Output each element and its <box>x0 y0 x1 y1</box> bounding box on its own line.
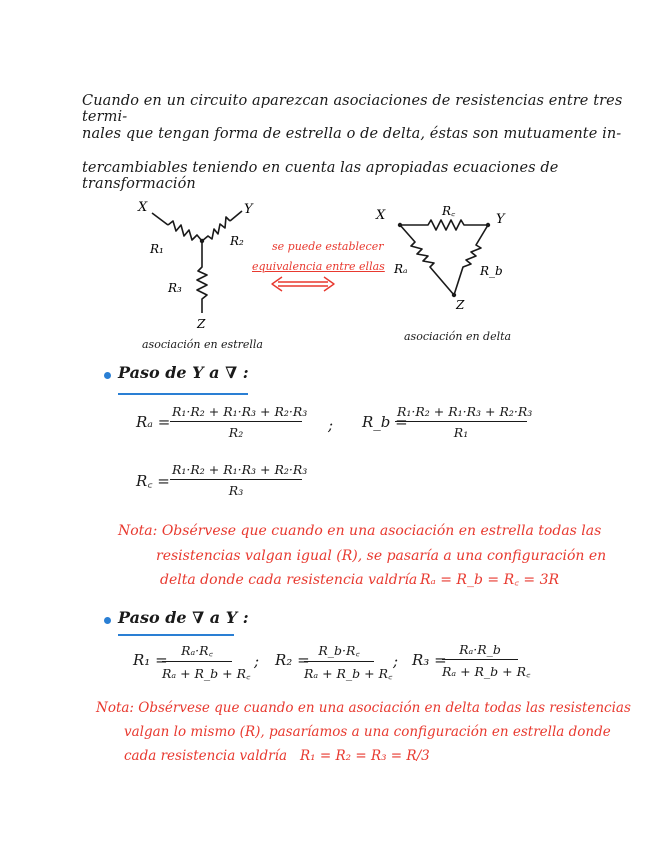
star-label-r1: R₁ <box>150 242 164 256</box>
delta-label-y: Y <box>496 212 505 227</box>
star-wire-x <box>152 213 168 225</box>
delta-node-y <box>486 223 490 227</box>
rb-lhs: R_b = <box>362 413 408 431</box>
section2-note-line-2: valgan lo mismo (R), pasaríamos a una configuración en estrella donde <box>124 724 611 740</box>
star-label-x: X <box>138 200 148 215</box>
r3-numerator: Rₐ·R_b <box>442 642 518 660</box>
star-label-r2: R₂ <box>230 234 244 248</box>
delta-label-ra: Rₐ <box>394 262 408 276</box>
r2-numerator: R_b·R꜀ <box>304 642 374 662</box>
star-label-y: Y <box>244 202 253 217</box>
delta-label-rc: R꜀ <box>442 204 456 218</box>
section1-separator: ; <box>328 416 334 434</box>
section1-title: Paso de Y a ∇ : <box>118 363 249 382</box>
r3-lhs: R₃ = <box>412 651 447 669</box>
r2-fraction <box>304 642 393 682</box>
star-center-node <box>200 239 204 243</box>
delta-resistor-ra <box>400 225 454 295</box>
section1-note-line-2: resistencias valgan igual (R), se pasaría a una configuración en <box>156 548 607 564</box>
section2-note-line-1: Nota: Obsérvese que cuando en una asociación en delta todas las resistencias <box>96 700 631 716</box>
delta-resistor-rb <box>454 225 488 295</box>
section2-underline <box>118 634 234 636</box>
rc-numerator: R₁·R₂ + R₁·R₃ + R₂·R₃ <box>170 462 302 480</box>
delta-label-x: X <box>376 208 386 223</box>
ra-fraction <box>170 404 308 440</box>
rc-lhs: R꜀ = <box>136 472 170 490</box>
equivalence-line-1: se puede establecer <box>272 240 384 253</box>
rb-fraction <box>395 404 533 440</box>
star-wire-y <box>230 211 242 221</box>
section1-note-line-3: delta donde cada resistencia valdría <box>160 572 418 588</box>
star-resistor-r3 <box>197 241 207 313</box>
delta-node-z <box>452 293 456 297</box>
section2-title: Paso de ∇ a Y : <box>118 608 249 627</box>
section1-underline <box>118 393 248 395</box>
star-label-z: Z <box>197 317 206 331</box>
delta-network-diagram <box>370 195 520 315</box>
section2-separator-1: ; <box>254 652 260 670</box>
delta-caption: asociación en delta <box>404 330 512 343</box>
intro-line-1: Cuando en un circuito aparezcan asociaciones de resistencias entre tres termi- <box>82 93 623 125</box>
delta-label-rb: R_b <box>480 264 503 278</box>
rc-fraction <box>170 462 308 498</box>
rc-denominator: R₃ <box>228 483 244 498</box>
r1-denominator: Rₐ + R_b + R꜀ <box>162 666 251 681</box>
delta-resistor-rc <box>400 220 488 230</box>
star-caption: asociación en estrella <box>142 338 263 351</box>
ra-denominator: R₂ <box>228 425 244 440</box>
rb-denominator: R₁ <box>453 425 469 440</box>
delta-node-x <box>398 223 402 227</box>
star-resistor-r2 <box>202 217 230 241</box>
delta-label-z: Z <box>456 298 465 312</box>
section1-note-line-1: Nota: Obsérvese que cuando en una asociación en estrella todas las <box>118 523 602 539</box>
ra-numerator: R₁·R₂ + R₁·R₃ + R₂·R₃ <box>170 404 302 422</box>
section1-note-equation: Rₐ = R_b = R꜀ = 3R <box>420 572 560 588</box>
equivalence-line-2: equivalencia entre ellas <box>252 260 385 273</box>
star-network-diagram <box>130 195 260 340</box>
star-resistor-r1 <box>168 221 202 241</box>
r2-lhs: R₂ = <box>275 651 310 669</box>
intro-line-3: tercambiables teniendo en cuenta las apropiadas ecuaciones de transformación <box>82 160 559 192</box>
r2-denominator: Rₐ + R_b + R꜀ <box>304 666 393 681</box>
section2-note-equation: R₁ = R₂ = R₃ = R/3 <box>300 748 430 764</box>
r1-numerator: Rₐ·R꜀ <box>162 642 232 662</box>
r1-lhs: R₁ = <box>133 651 168 669</box>
section2-separator-2: ; <box>393 652 399 670</box>
double-arrow-icon <box>268 276 338 292</box>
section1-bullet <box>104 372 111 379</box>
r1-fraction <box>162 642 251 682</box>
rb-numerator: R₁·R₂ + R₁·R₃ + R₂·R₃ <box>395 404 527 422</box>
ra-lhs: Rₐ = <box>136 413 171 431</box>
r3-fraction <box>442 642 531 680</box>
star-label-r3: R₃ <box>168 281 182 295</box>
section2-note-line-3: cada resistencia valdría <box>124 748 287 764</box>
intro-line-2: nales que tengan forma de estrella o de delta, éstas son mutuamente in- <box>82 126 622 142</box>
r3-denominator: Rₐ + R_b + R꜀ <box>442 664 531 679</box>
section2-bullet <box>104 617 111 624</box>
